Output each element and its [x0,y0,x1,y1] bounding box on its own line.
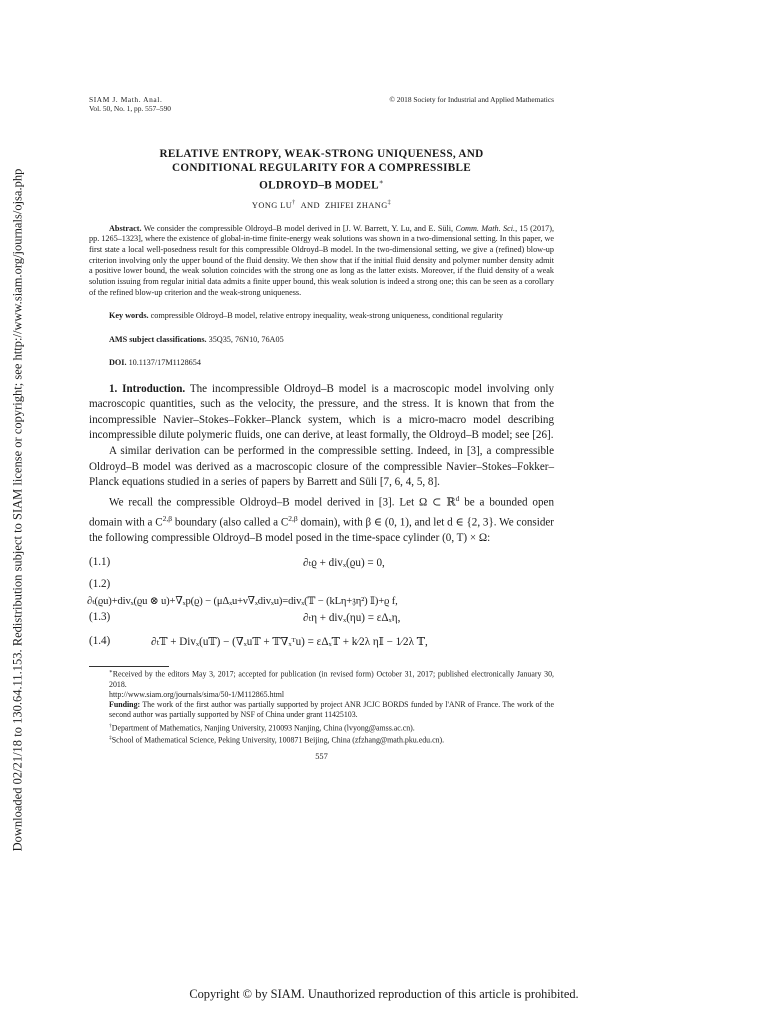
equation-number: (1.2) [89,577,111,590]
intro-p1-text: The incompressible Oldroyd–B model is a macroscopic model involving only macroscopic quantities, such as the velocity, the pressure, and the stress. It is known that from the incompressible Navier–Stokes–Fokker–Planck system, which is a micro-macro model describing incompressible dilute polymeric fluids, one can derive, at least formally, the Oldroyd–B model; see [26]. [89,382,555,442]
doi [89,358,554,369]
author-second: ZHIFEI ZHANG [324,200,388,210]
author-first-mark: † [292,199,296,206]
page-number: 557 [315,752,328,762]
keywords-label: Key words. [109,311,149,321]
ams-label: AMS subject classifications. [109,335,207,345]
doi-label: DOI. [109,357,127,367]
title-line: OLDROYD–B MODEL∗ [259,178,384,192]
equation-1-3: ∂ₜη + divₓ(ηu) = εΔₓη, [303,611,401,624]
abstract-journal: Comm. Math. Sci. [455,223,516,233]
equation-1-4: ∂ₜ𝕋 + Divₓ(u𝕋) − (∇ₓu𝕋 + 𝕋∇ₓᵀu) = εΔₓ𝕋 + k⁄2λ η𝕀 − 1⁄2λ 𝕋, [151,635,428,648]
introduction [89,382,554,547]
intro-paragraph-1 [89,382,554,444]
title-footnote-mark: ∗ [378,178,384,186]
abstract [89,224,554,299]
equation-block [87,552,554,648]
intro-paragraph-2: A similar derivation can be performed in the compressible setting. Indeed, in [3], a compressible Oldroyd–B model was derived as a macroscopic closure of the compressible Navier–Stokes–Fokker–Planck equations studied in a series of papers by Barrett and Süli [7, 6, 4, 5, 8]. [89,444,554,489]
equation-number: (1.4) [89,634,111,647]
doi-text: 10.1137/17M1128654 [128,357,201,367]
footnotes [89,667,554,746]
intro-paragraph-3: We recall the compressible Oldroyd–B model derived in [3]. Let Ω ⊂ ℝ$^d$ be a bounded open domain with a $C^{2,\beta}$ boundary (also called a $C^{2,\beta}$ domain), with β ∈ (0, 1), and let d ∈ {2, 3}. We consider the following compressible Oldroyd–B model posed in the time-space cylinder (0, T) × Ω: [89,493,554,545]
title-line: RELATIVE ENTROPY, WEAK-STRONG UNIQUENESS, AND [159,148,484,160]
running-header [89,95,554,113]
title-line: CONDITIONAL REGULARITY FOR A COMPRESSIBLE [171,162,472,174]
paper-title [89,147,554,193]
download-notice-strip [11,150,25,870]
abstract-text-pre: We consider the compressible Oldroyd–B model derived in [J. W. Barrett, Y. Lu, and E. Süli, [143,223,454,233]
copyright-footer: Copyright © by SIAM. Unauthorized reproduction of this article is prohibited. [189,987,579,1001]
volume-info: Vol. 50, No. 1, pp. 557–590 [89,104,171,113]
society-copyright: © 2018 Society for Industrial and Applied Mathematics [389,95,554,104]
ams-classifications [89,335,554,346]
author-second-mark: ‡ [387,199,392,206]
journal-info [89,95,171,113]
keywords [89,311,554,322]
equation-number: (1.1) [89,555,111,568]
author-conjunction: AND [300,200,320,210]
footnote-department: †Department of Mathematics, Nanjing University, 210093 Nanjing, China (lvyong@amss.ac.cn). [109,722,415,733]
abstract-label: Abstract. [109,223,142,233]
author-first: YONG LU [251,200,293,210]
journal-name: SIAM J. Math. Anal. [89,95,163,104]
footnote-school: ‡School of Mathematical Science, Peking University, 100871 Beijing, China (zfzhang@math.pku.edu.cn). [109,735,445,745]
equation-1-1: ∂ₜϱ + divₓ(ϱu) = 0, [303,556,385,569]
abstract-text-post: , 15 (2017), pp. 1265–1323], where the existence of global-in-time finite-energy weak solutions was shown in a two-dimensional setting. In this paper, we first state a local well-posedness result for this compressible Oldroyd–B model. In the two-dimensional setting, we give a (refined) blow-up criterion involving only the upper bound of the fluid density. We then show that if the initial fluid density and polymer number density admit a positive lower bound, the weak solution coincides with the strong one as long as the latter exists. Moreover, if the fluid density of a weak solution issuing from regular initial data admits a finite upper bound, this weak solution is indeed a strong one; this can be seen as a corollary of the refined blow-up criterion and the weak-strong uniqueness. [89,223,554,297]
equation-number: (1.3) [89,610,111,623]
footnote-received: ∗Received by the editors May 3, 2017; accepted for publication (in revised form) October 31, 2017; published electronically January 30, 2018. [109,668,554,689]
keywords-text: compressible Oldroyd–B model, relative entropy inequality, weak-strong uniqueness, conditional regularity [150,311,503,321]
author-line [89,200,554,210]
paper-page [89,95,554,761]
section-heading: 1. Introduction. [109,382,186,395]
ams-text: 35Q35, 76N10, 76A05 [208,335,284,345]
footnote-funding: Funding: The work of the first author was partially supported by project ANR JCJC BORDS funded by l'ANR of France. The work of the second author was partially supported by NSF of China under grant 11425103. [109,700,554,720]
footnote-url: http://www.siam.org/journals/sima/50-1/M112865.html [109,689,285,699]
equation-1-2: ∂ₜ(ϱu)+divₓ(ϱu ⊗ u)+∇ₓp(ϱ) − (μΔₓu+ν∇ₓdivₓu)=divₓ(𝕋 − (kLη+𝔷η²) 𝕀)+ϱ f, [87,595,398,607]
download-notice: Downloaded 02/21/18 to 130.64.11.153. Redistribution subject to SIAM license or copyright; see http://www.siam.org/journals/ojsa.php [10,168,25,852]
